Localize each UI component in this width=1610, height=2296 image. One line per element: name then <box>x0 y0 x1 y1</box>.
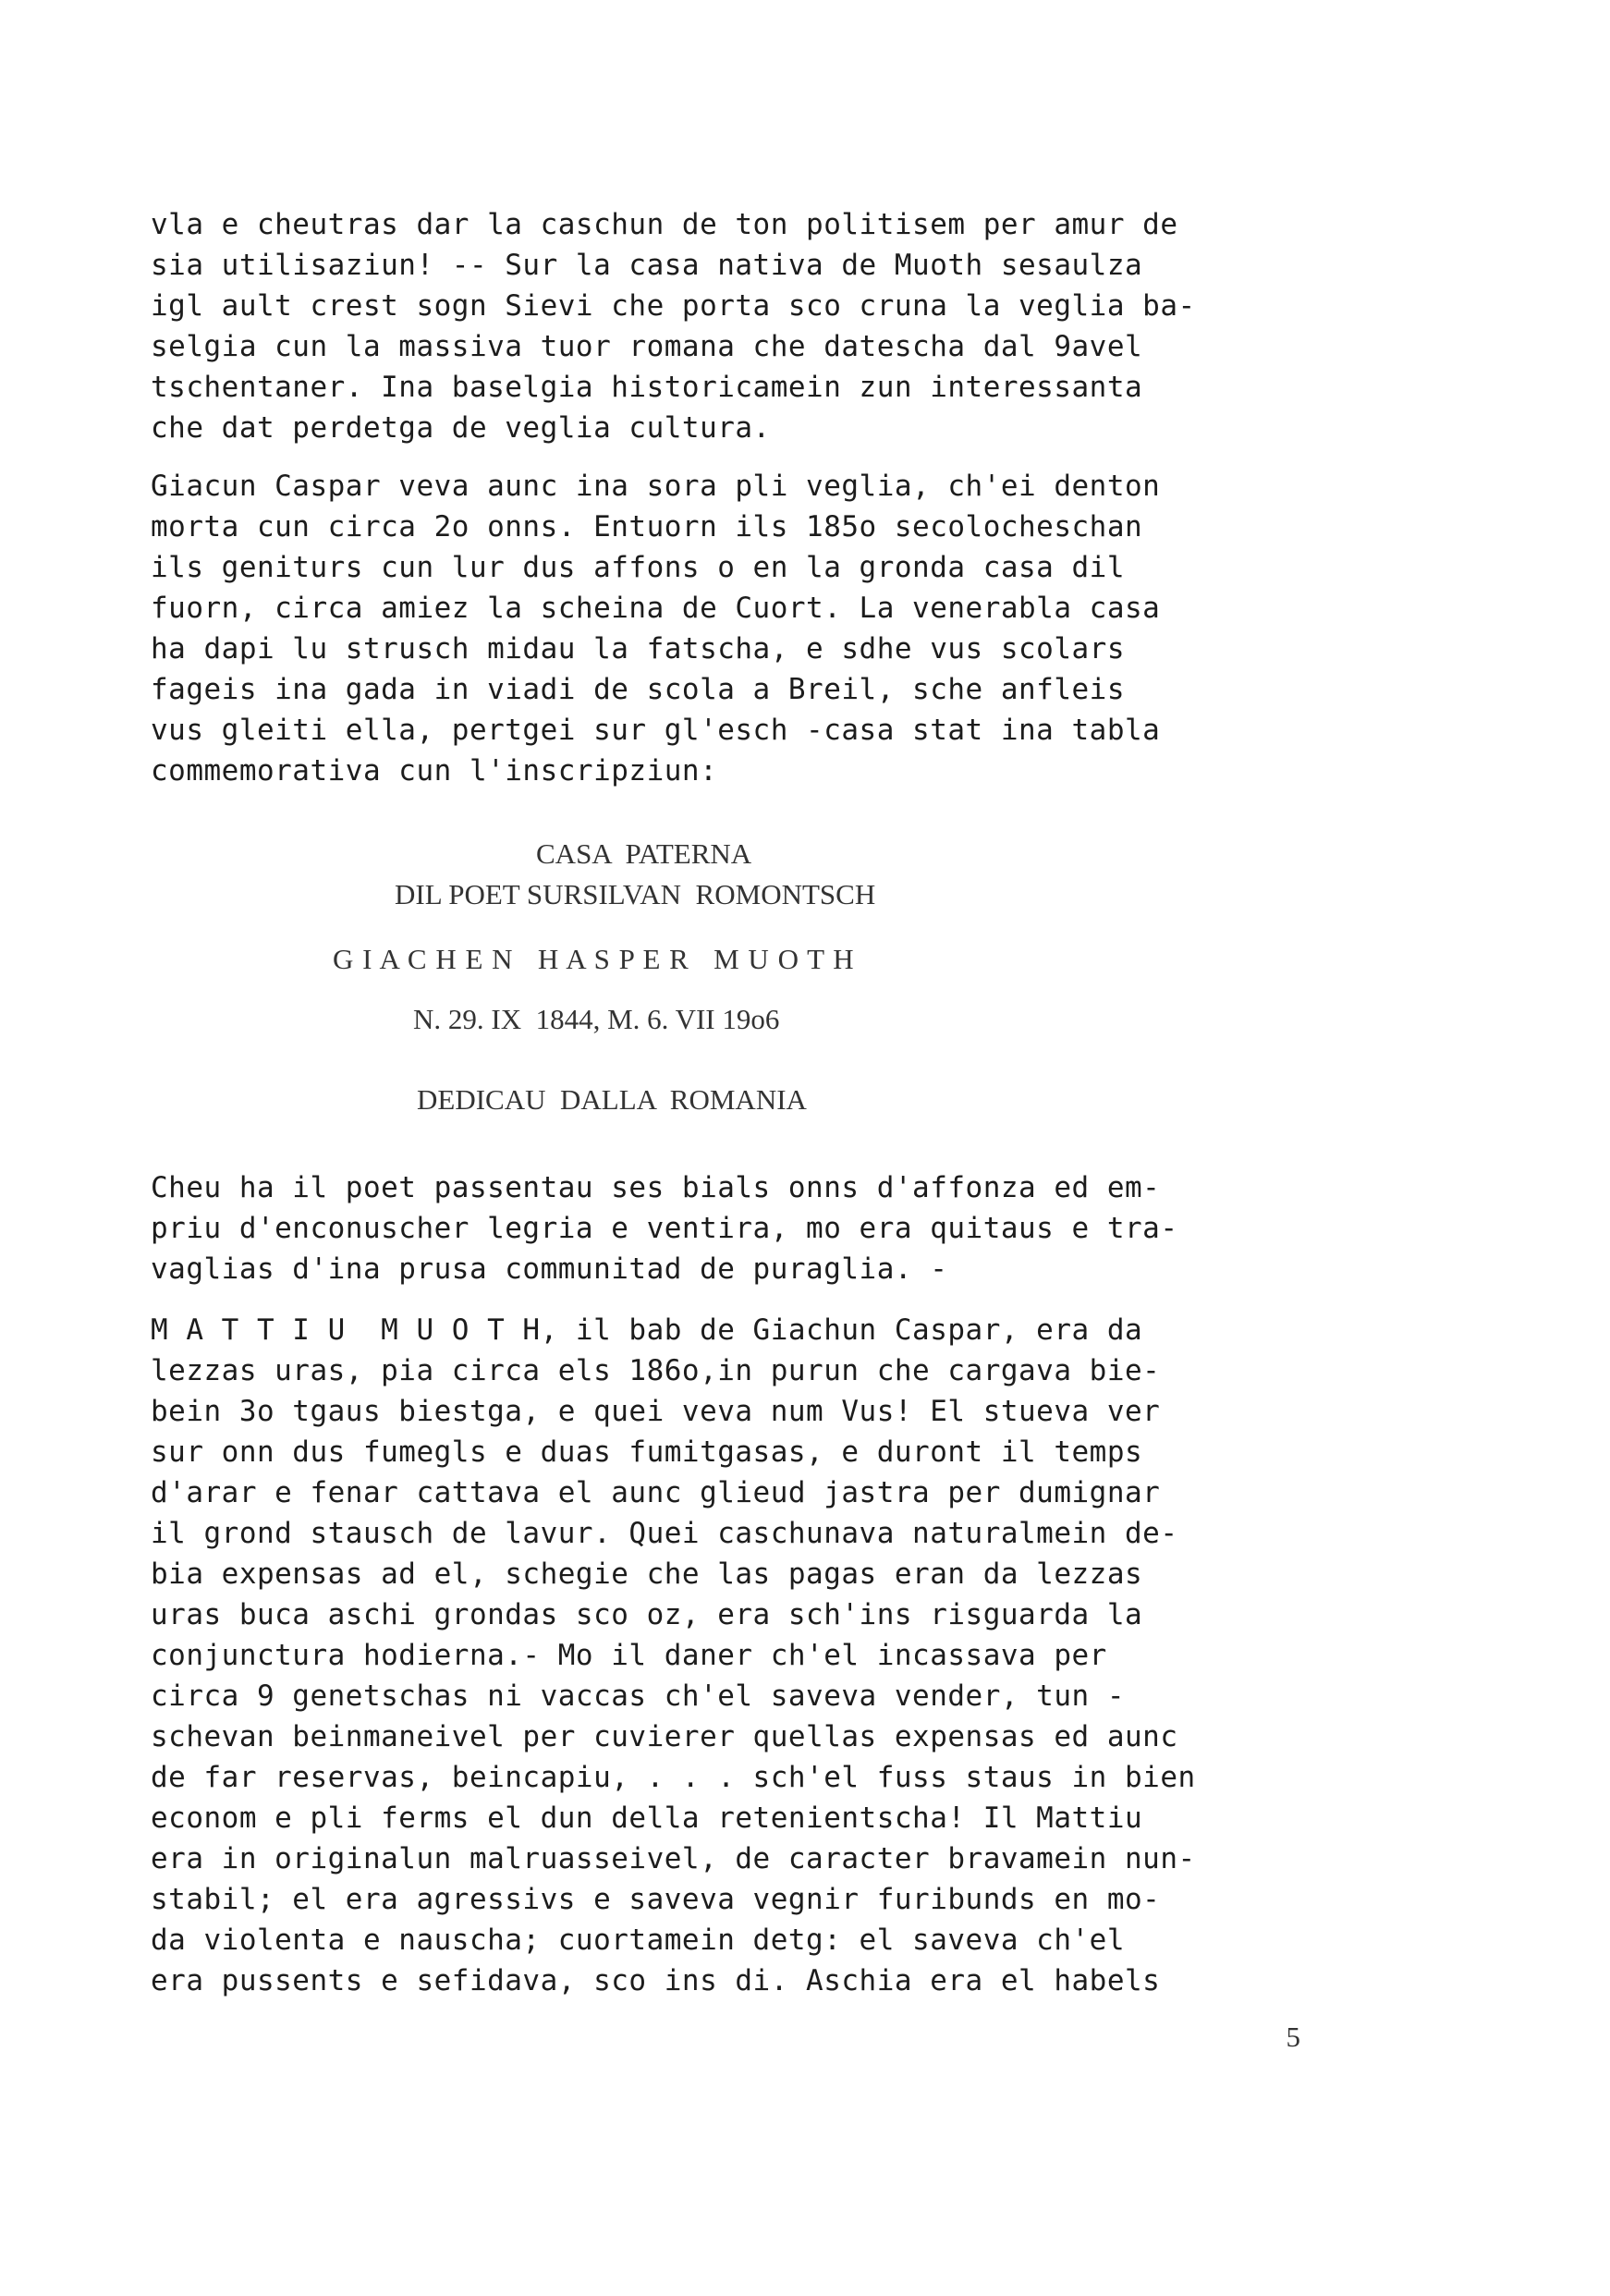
text-line: Giacun Caspar veva aunc ina sora pli veglia, ch'ei denton <box>151 470 1161 503</box>
text-line: il grond stausch de lavur. Quei caschunava naturalmein de- <box>151 1517 1178 1550</box>
text-line: morta cun circa 2o onns. Entuorn ils 185o secolocheschan <box>151 510 1143 543</box>
text-line: bia expensas ad el, schegie che las pagas eran da lezzas <box>151 1557 1143 1591</box>
text-line: che dat perdetga de veglia cultura. <box>151 411 771 445</box>
text-line: da violenta e nauscha; cuortamein detg: el saveva ch'el <box>151 1924 1125 1957</box>
text-line: stabil; el era agressivs e saveva vegnir furibunds en mo- <box>151 1883 1161 1916</box>
text-line: conjunctura hodierna.- Mo il daner ch'el incassava per <box>151 1639 1107 1672</box>
page-number: 5 <box>1286 2021 1300 2053</box>
text-line: vla e cheutras dar la caschun de ton politisem per amur de <box>151 208 1178 241</box>
text-line: de far reservas, beincapiu, . . . sch'el fuss staus in bien <box>151 1761 1196 1794</box>
text-line: sia utilisaziun! -- Sur la casa nativa de Muoth sesaulza <box>151 249 1143 282</box>
text-line: uras buca aschi grondas sco oz, era sch'ins risguarda la <box>151 1598 1143 1631</box>
text-line: ha dapi lu strusch midau la fatscha, e sdhe vus scolars <box>151 632 1125 666</box>
text-line: fuorn, circa amiez la scheina de Cuort. La venerabla casa <box>151 592 1161 625</box>
inscription-dates: N. 29. IX 1844, M. 6. VII 19o6 <box>413 1003 780 1035</box>
text-line: M A T T I U M U O T H, il bab de Giachun Caspar, era da <box>151 1313 1143 1347</box>
paragraph-3 <box>151 1167 1361 1289</box>
text-line: ils geniturs cun lur dus affons o en la gronda casa dil <box>151 551 1125 584</box>
text-line: bein 3o tgaus biestga, e quei veva num Vus! El stueva ver <box>151 1395 1161 1428</box>
text-line: sur onn dus fumegls e duas fumitgasas, e duront il temps <box>151 1435 1143 1469</box>
text-line: fageis ina gada in viadi de scola a Breil, sche anfleis <box>151 673 1125 706</box>
text-line: selgia cun la massiva tuor romana che datescha dal 9avel <box>151 330 1143 363</box>
text-line: circa 9 genetschas ni vaccas ch'el saveva vender, tun - <box>151 1679 1125 1713</box>
inscription-name: G I A C H E N H A S P E R M U O T H <box>333 943 855 975</box>
paragraph-4 <box>151 1310 1361 2001</box>
text-line: era pussents e sefidava, sco ins di. Aschia era el habels <box>151 1964 1161 1997</box>
text-line: econom e pli ferms el dun della retenientscha! Il Mattiu <box>151 1801 1143 1835</box>
text-line: igl ault crest sogn Sievi che porta sco cruna la veglia ba- <box>151 289 1196 323</box>
text-line: Cheu ha il poet passentau ses bials onns d'affonza ed em- <box>151 1171 1161 1204</box>
text-line: d'arar e fenar cattava el aunc glieud jastra per dumignar <box>151 1476 1161 1509</box>
text-line: priu d'enconuscher legria e ventira, mo era quitaus e tra- <box>151 1212 1178 1245</box>
text-line: lezzas uras, pia circa els 186o,in purun che cargava bie- <box>151 1354 1161 1387</box>
inscription-dedication: DEDICAU DALLA ROMANIA <box>417 1083 807 1116</box>
text-line: tschentaner. Ina baselgia historicamein zun interessanta <box>151 371 1143 404</box>
text-line: era in originalun malruasseivel, de caracter bravamein nun- <box>151 1842 1196 1875</box>
inscription-subtitle: DIL POET SURSILVAN ROMONTSCH <box>395 878 876 910</box>
text-line: vus gleiti ella, pertgei sur gl'esch -casa stat ina tabla <box>151 714 1161 747</box>
inscription-title: CASA PATERNA <box>536 837 752 870</box>
paragraph-1 <box>151 204 1361 448</box>
text-line: schevan beinmaneivel per cuvierer quellas expensas ed aunc <box>151 1720 1178 1753</box>
text-line: commemorativa cun l'inscripziun: <box>151 754 718 788</box>
text-line: vaglias d'ina prusa communitad de puraglia. - <box>151 1252 948 1286</box>
paragraph-2 <box>151 466 1361 791</box>
